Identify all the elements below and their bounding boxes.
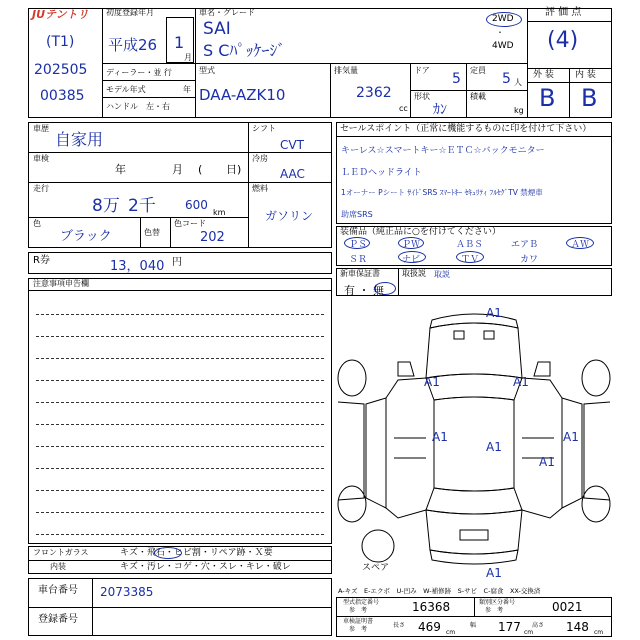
interior-grade: B xyxy=(581,84,598,112)
car-grade: S Cﾊﾟｯｹｰｼﾞ xyxy=(203,41,286,60)
class-num-value: 0021 xyxy=(552,600,583,614)
inspection-label: 車検 xyxy=(33,154,49,163)
person-unit: 人 xyxy=(514,78,522,87)
recycle-amount: 13，040 xyxy=(110,259,165,274)
width-value: 177 xyxy=(498,620,521,634)
length-label: 長さ xyxy=(393,622,406,629)
handle-label: ハンドル 左・右 xyxy=(106,102,170,111)
equip-sr: ＳＲ xyxy=(349,255,368,265)
recycle-label: R券 xyxy=(33,255,50,266)
class-num-label: 類別区分番号 xyxy=(479,599,516,606)
interior-label-2: 内装 xyxy=(50,562,66,571)
inspection-open: ( xyxy=(198,163,203,176)
aircon-label: 冷房 xyxy=(252,154,268,163)
type-spec-ref: 参 考 xyxy=(349,607,368,614)
shape: ｶﾝ xyxy=(433,102,447,118)
doors: 5 xyxy=(452,71,461,87)
damage-mark-left-rear: A1 xyxy=(539,455,555,469)
note-line xyxy=(36,424,324,425)
frame-label: 車台番号 xyxy=(38,585,78,596)
note-line xyxy=(36,314,324,315)
model-code: DAA-AZK10 xyxy=(199,86,286,104)
capacity-label: 定員 xyxy=(470,66,486,75)
equip-aw: ＡＷ xyxy=(571,240,590,250)
note-line xyxy=(36,358,324,359)
windshield-items: キズ・飛石・ヒビ割・リペア跡・Ｘ要 xyxy=(120,548,273,558)
inspection-year: 年 xyxy=(115,163,126,176)
inspection-month: 月 xyxy=(172,163,183,176)
exterior-grade: B xyxy=(539,84,556,112)
sales-line-2: ＬＥＤヘッドライト xyxy=(341,168,422,178)
equip-tv: ＴＶ xyxy=(461,255,480,265)
spare-label: スペア xyxy=(362,563,390,573)
model-year-label: モデル年式 xyxy=(106,85,146,94)
damage-mark-roof: A1 xyxy=(486,440,502,454)
size-ref: 参 考 xyxy=(349,626,368,633)
length-unit: cm xyxy=(446,629,456,636)
score: (4) xyxy=(547,28,579,53)
sales-title: セールスポイント（正常に機能するものに印を付けて下さい） xyxy=(340,124,592,134)
first-reg-era: 平成26 xyxy=(108,36,158,54)
type-spec-label: 型式指定番号 xyxy=(343,599,380,606)
warranty-label: 新車保証書 xyxy=(340,269,380,278)
mileage-hyaku: 600 xyxy=(185,198,208,212)
shift: CVT xyxy=(280,138,304,152)
note-line xyxy=(36,490,324,491)
note-line xyxy=(36,336,324,337)
displacement-label: 排気量 xyxy=(334,66,358,75)
note-line xyxy=(36,468,324,469)
width-label: 幅 xyxy=(470,622,477,629)
notes-label: 注意事項申告欄 xyxy=(33,279,89,288)
color-label: 色 xyxy=(33,219,41,228)
manual-value: 取説 xyxy=(434,270,450,279)
year-unit: 年 xyxy=(183,85,191,94)
equip-airbag: エアＢ xyxy=(511,240,539,250)
mileage-sen: 2千 xyxy=(128,196,156,216)
height-unit: cm xyxy=(594,629,604,636)
car-type-label: 車歴 xyxy=(33,124,49,133)
mileage-man: 8万 xyxy=(92,196,120,216)
equipment-title: 装備品（純正品に○を付けてください） xyxy=(340,227,501,237)
equip-ps: ＰＳ xyxy=(349,240,368,250)
damage-mark-left-front: A1 xyxy=(424,375,440,389)
door-label: ドア xyxy=(414,66,430,75)
color-code: 202 xyxy=(200,230,225,245)
color: ブラック xyxy=(60,229,112,244)
model-label: 型式 xyxy=(199,66,215,75)
damage-mark-right-door: A1 xyxy=(563,430,579,444)
mileage-label: 走行 xyxy=(33,184,49,193)
damage-mark-front: A1 xyxy=(486,306,502,320)
dealer-label: ディーラー・並 行 xyxy=(106,68,172,77)
displacement: 2362 xyxy=(356,85,392,101)
warranty-value: 有 ・ 無 xyxy=(344,284,384,297)
yen-unit: 円 xyxy=(172,257,182,268)
height-label: 高さ xyxy=(532,622,545,629)
kg-unit: kg xyxy=(514,106,524,115)
km-unit: km xyxy=(213,208,226,217)
id-number: 202505 xyxy=(34,62,88,78)
length-value: 469 xyxy=(418,620,441,634)
type-spec-value: 16368 xyxy=(412,600,451,614)
drive-2wd: 2WD xyxy=(492,14,514,24)
damage-legend: A-キズ E-エクボ U-凹み W-補修跡 S-サビ C-腐食 XX-交換済 xyxy=(338,587,541,595)
manual-label: 取扱説 xyxy=(402,269,426,278)
logo: JUテントリ xyxy=(32,8,89,21)
car-type: 自家用 xyxy=(55,130,104,149)
note-line xyxy=(36,380,324,381)
frame-number: 2073385 xyxy=(100,585,154,599)
shape-label: 形状 xyxy=(414,92,430,101)
shift-label: シフト xyxy=(252,124,276,133)
seq-number: 00385 xyxy=(40,88,85,104)
damage-mark-rear: A1 xyxy=(486,566,502,580)
interior-label: 内 装 xyxy=(575,70,596,80)
capacity: 5 xyxy=(502,71,511,87)
equip-abs: ＡＢＳ xyxy=(456,240,484,250)
color-swap-label: 色替 xyxy=(144,228,160,237)
exterior-label: 外 装 xyxy=(533,70,554,80)
sales-line-1: キーレス☆スマートキー☆ＥＴＣ☆バックモニター xyxy=(341,146,545,156)
drive-dot: ・ xyxy=(496,28,504,37)
car-name: SAI xyxy=(203,19,231,39)
inspection-day: 日) xyxy=(226,163,242,176)
first-reg-month: 1 xyxy=(174,33,185,52)
cc-unit: cc xyxy=(399,104,408,113)
interior-items: キズ・汚レ・コゲ・穴・スレ・キレ・破レ xyxy=(120,562,291,572)
sales-line-3: 1オーナー Pシート ｻｲﾄﾞSRS ｽﾏｰﾄｷｰ ｾｷｭﾘﾃｨ ﾌﾙｾｸﾞTV 禁煙車 xyxy=(341,188,543,197)
equip-navi: ナビ xyxy=(402,255,421,265)
note-line xyxy=(36,512,324,513)
drive-4wd: 4WD xyxy=(492,41,514,51)
size-label: 車検証明書 xyxy=(343,618,374,625)
equip-pw: ＰＷ xyxy=(402,240,421,250)
month-unit: 月 xyxy=(184,53,192,62)
score-label: 評 価 点 xyxy=(545,7,582,18)
color-code-label: 色コード xyxy=(174,219,206,228)
note-line xyxy=(36,446,324,447)
equip-leather: カワ xyxy=(520,255,539,265)
load-label: 積載 xyxy=(470,92,486,101)
class-num-ref: 参 考 xyxy=(485,607,504,614)
fuel: ガソリン xyxy=(265,209,314,223)
height-value: 148 xyxy=(566,620,589,634)
aircon: AAC xyxy=(280,167,305,181)
sales-line-4: 助席SRS xyxy=(341,210,373,219)
width-unit: cm xyxy=(524,629,534,636)
damage-mark-right-front: A1 xyxy=(513,375,529,389)
reg-label: 登録番号 xyxy=(38,614,78,625)
carname-label: 車名・グレード xyxy=(199,8,255,17)
windshield-label: フロントガラス xyxy=(33,548,89,557)
damage-mark-left-door: A1 xyxy=(432,430,448,444)
fuel-label: 燃料 xyxy=(252,184,268,193)
lot-code: (T1) xyxy=(46,34,75,50)
note-line xyxy=(36,534,324,535)
note-line xyxy=(36,402,324,403)
first-reg-label: 初度登録年月 xyxy=(106,8,154,17)
